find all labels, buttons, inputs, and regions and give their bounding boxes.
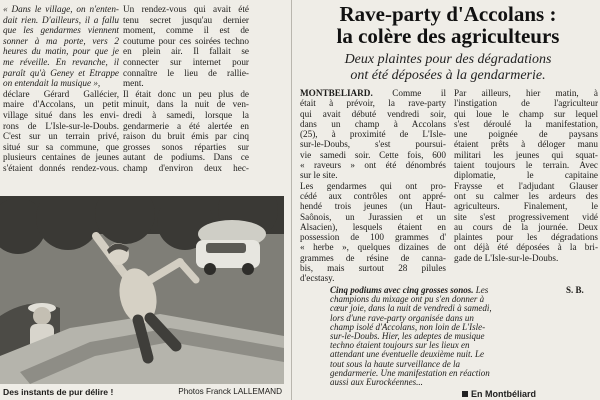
text-line: heures du matin, pour que je xyxy=(3,46,119,57)
photo-credit: Photos Franck LALLEMAND xyxy=(178,387,282,396)
text-line: dait rien. D'ailleurs, il a fallu xyxy=(3,14,119,25)
caption-box-line: techno étaient toujours sur les lieux en xyxy=(330,340,470,351)
left-article-column-1 xyxy=(3,4,119,174)
section-label xyxy=(462,389,536,399)
text-line: C'est sur un terrain privé, xyxy=(3,131,119,142)
main-article-column-1 xyxy=(300,88,446,284)
text-line: Fraysse et l'adjudant Glauser xyxy=(454,180,598,191)
caption-box-line: champ isolé d'Accolans, non loin de L'Isle- xyxy=(330,321,486,332)
text-line: dans un champ à Accolans xyxy=(300,118,446,129)
text-line: militari les jeunes qui squat- xyxy=(454,149,598,160)
text-line: gade de L'Isle-sur-le-Doubs. xyxy=(454,252,559,263)
section-label-text: En Montbéliard xyxy=(471,389,536,399)
subtitle-line-1: Deux plaintes pour des dégradations xyxy=(344,52,552,67)
text-line: possession de 100 grammes d' xyxy=(300,232,446,243)
text-line: sur le site. xyxy=(300,170,338,181)
text-line: « Dans le village, on n'enten- xyxy=(3,4,119,14)
text-line: situé sur sa commune, que xyxy=(3,141,119,152)
text-line: diplomatie, le capitaine xyxy=(454,170,598,181)
text-line: Les gendarmes qui ont pro- xyxy=(300,180,446,191)
dateline: MONTBELIARD. xyxy=(300,88,373,98)
caption-box-line: attendant une éventuelle deuxième nuit. Le xyxy=(330,349,484,360)
text-line: l'instigation de l'agriculteur xyxy=(454,98,598,109)
text-line: qui loue le champ sur lequel xyxy=(454,108,598,119)
text-line: Un rendez-vous qui avait été xyxy=(123,4,249,14)
text-line: que les gendarmes viennent xyxy=(3,25,119,36)
text-line: étaient prêts à déloger manu xyxy=(454,139,598,150)
text-line: qui avait débuté vendredi soir, xyxy=(300,108,446,119)
text-line: Il était donc un peu plus de xyxy=(123,88,249,99)
caption-box-line: gendarmerie. Une manifestation en réaction xyxy=(330,367,490,378)
text-line: raison du bruit émis par cinq xyxy=(123,131,249,142)
author-signature: S. B. xyxy=(566,285,584,295)
text-line: connecter sur internet pour xyxy=(123,56,249,67)
text-line: dredi à samedi, lorsque la xyxy=(123,109,249,120)
headline-line-1: Rave-party d'Accolans : xyxy=(339,2,557,26)
caption-box-line: cœur joie, dans la nuit de vendredi à samedi, xyxy=(330,303,492,314)
photo-caption: Des instants de pur délire ! xyxy=(3,387,114,397)
text-line: paraît qu'à Geney et Etrappe xyxy=(3,67,119,78)
text-line: plusieurs centaines de jeunes xyxy=(3,152,119,163)
text-line: agriculteurs. Finalement, le xyxy=(454,201,598,212)
text-line: Alsacien), lesquels étaient en xyxy=(300,221,446,232)
text-line: coutume pour ces soirées techno xyxy=(123,35,249,46)
text-line: ont su calmer les ardeurs des xyxy=(454,190,598,201)
caption-box-line: aussi aux Eurockéennes... xyxy=(330,376,423,387)
text-line: Par ailleurs, hier matin, à xyxy=(454,88,598,98)
text-line xyxy=(300,88,446,98)
caption-box-line: lors d'une rave-party organisée dans un xyxy=(330,312,474,323)
text-line: me réveille. En revanche, il xyxy=(3,56,119,67)
rave-photo-image xyxy=(0,196,284,384)
text-line: site s'est progressivement vidé xyxy=(454,211,598,222)
headline xyxy=(296,3,600,47)
text-line: sonner à ma porte, vers 2 xyxy=(3,35,119,46)
text-line: ont déjà été déposées à la bri- xyxy=(454,242,598,253)
subtitle-line-2: ont été déposées à la gendarmerie. xyxy=(350,67,546,83)
text-line: « herbe », quelques dizaines de xyxy=(300,242,446,253)
text-line: au cours de la journée. Deux xyxy=(454,221,598,232)
caption-box-lead: Cinq podiums avec cinq grosses sonos. xyxy=(330,285,474,295)
text-line: d'ecstasy. xyxy=(300,273,335,284)
text-line: une poignée de paysans xyxy=(454,129,598,140)
headline-line-2: la colère des agriculteurs xyxy=(336,24,560,48)
square-bullet-icon xyxy=(462,391,468,397)
caption-box-line-content: Les xyxy=(475,285,489,295)
column-divider xyxy=(291,0,292,400)
text-line: tenu secret jusqu'au dernier xyxy=(123,14,249,25)
text-line: s'est déroulé la manifestation, xyxy=(454,118,598,129)
caption-box-line: tout sous la haute surveillance de la xyxy=(330,358,460,369)
text-line: rons de L'Isle-sur-le-Doubs. xyxy=(3,120,119,131)
rave-photo xyxy=(0,196,284,384)
caption-box-line: sur-le-Doubs. Hier, les adeptes de musique xyxy=(330,330,485,341)
text-line: connaître le lieu de rallie- xyxy=(123,67,249,78)
text-line: sur-le-Doubs, s'est poursui- xyxy=(300,139,446,150)
text-line: déclare Gérard Gallécier, xyxy=(3,88,119,99)
text-line: hendé trois jeunes (un Haut- xyxy=(300,201,446,212)
text-line: champ d'environ deux hec- xyxy=(123,162,249,173)
text-line: (25), à proximité de L'Isle- xyxy=(300,129,446,140)
text-line: moment, comme il est de xyxy=(123,25,249,36)
text-line: taient toujours le terrain. Avec xyxy=(454,160,598,171)
text-line: autant de podiums. Dans ce xyxy=(123,152,249,163)
text-line: s'étaient donnés rendez-vous. xyxy=(3,162,119,173)
text-line: « raveurs » ont été dénombrés xyxy=(300,160,446,171)
text-line: village situé dans les envi- xyxy=(3,109,119,120)
text-line: on entendait la musique », xyxy=(3,78,101,89)
text-line: Saônois, un Jurassien et un xyxy=(300,211,446,222)
caption-box xyxy=(330,286,562,387)
text-line: en plein air. Il fallait se xyxy=(123,46,249,57)
text-line: cédé aux contrôles ont appré- xyxy=(300,190,446,201)
text-line: gendarmerie a été alertée en xyxy=(123,120,249,131)
text-line: maire d'Accolans, un petit xyxy=(3,99,119,110)
left-article-column-2 xyxy=(123,4,249,174)
text-line: vie samedi soir. Cette fois, 600 xyxy=(300,149,446,160)
caption-box-line: champions du mixage ont pu s'en donner à xyxy=(330,294,485,305)
text-line: grosses sonos réparties sur xyxy=(123,141,249,152)
text-line-content: Comme il xyxy=(392,88,447,98)
subtitle xyxy=(296,52,600,83)
text-line: minuit, dans la nuit de ven- xyxy=(123,99,249,110)
main-article-column-2 xyxy=(454,88,598,263)
text-line: grammes de résine de canna- xyxy=(300,252,446,263)
text-line: plaintes pour les dégradations xyxy=(454,232,598,243)
text-line: ment. xyxy=(123,78,144,89)
text-line: était à prévoir, la rave-party xyxy=(300,98,446,109)
text-line: bis, mais surtout 28 pilules xyxy=(300,263,446,274)
